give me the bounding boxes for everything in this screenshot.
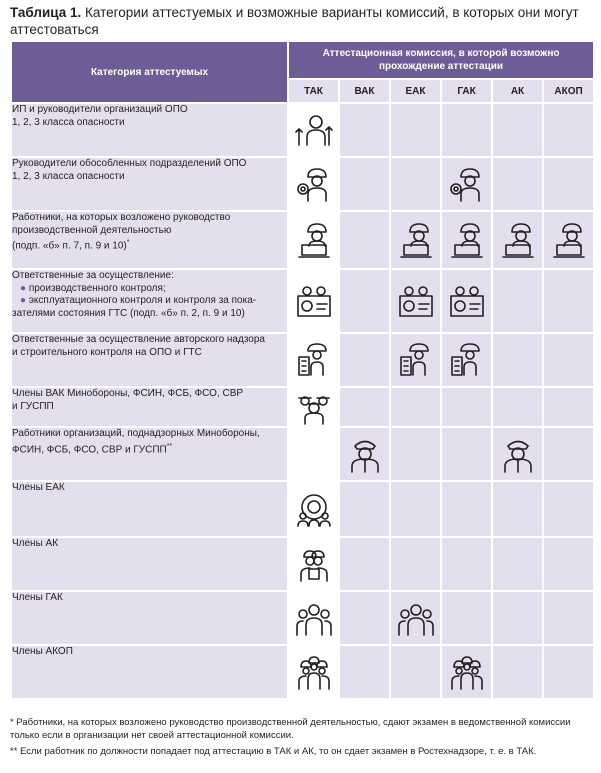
commission-cell-ГАК	[442, 104, 491, 156]
table-row	[12, 428, 593, 480]
table-caption: Категории аттестуемых и возможные варианты комиссий, в которых они могут аттестоваться	[10, 5, 579, 37]
commission-cell-ВАК	[340, 646, 389, 698]
worker-building-icon	[295, 341, 333, 379]
worker-laptop-icon	[295, 221, 333, 259]
table-row	[12, 104, 593, 156]
category-cell	[12, 334, 287, 386]
officer-icon	[499, 435, 537, 473]
commission-cell-ВАК	[340, 212, 389, 268]
category-line: и ГУСПП	[12, 400, 54, 412]
person-growth-icon	[295, 111, 333, 149]
commission-cell-ЕАК	[391, 388, 440, 426]
table-row	[12, 334, 593, 386]
table-row	[12, 212, 593, 268]
workers-team-icon	[295, 653, 333, 691]
column-header-1: ВАК	[340, 80, 389, 102]
category-line: Ответственные за осуществление авторского надзора	[12, 334, 265, 345]
bullet-dot: ●	[20, 282, 29, 294]
category-cell	[12, 428, 287, 480]
commission-cell-ЕАК	[391, 646, 440, 698]
officers-group-icon	[295, 388, 333, 426]
worker-laptop-icon	[448, 221, 486, 259]
category-line: зателями состояния ГТС (подп. «б» п. 2, п. 9 и 10)	[12, 307, 245, 319]
commission-cell-АК	[493, 388, 542, 426]
category-cell	[12, 538, 287, 590]
category-line: 1, 2, 3 класса опасности	[12, 116, 125, 128]
commission-cell-ЕАК	[391, 592, 440, 644]
commission-cell-АКОП	[544, 646, 593, 698]
category-line: 1, 2, 3 класса опасности	[12, 170, 125, 182]
category-line: Члены ВАК Минобороны, ФСИН, ФСБ, ФСО, СВР	[12, 388, 244, 399]
commission-cell-ГАК	[442, 428, 491, 480]
commission-cell-ГАК	[442, 388, 491, 426]
commission-cell-ТАК	[289, 592, 338, 644]
footnote-mark: **	[166, 442, 173, 450]
column-header-4: АК	[493, 80, 542, 102]
header-commission: Аттестационная комиссия, в которой возможно прохождение аттестации	[289, 42, 593, 78]
commission-cell-АКОП	[544, 212, 593, 268]
commission-cell-ВАК	[340, 428, 389, 480]
commission-cell-ТАК	[289, 538, 338, 590]
table-row	[12, 646, 593, 698]
category-cell	[12, 646, 287, 698]
table-number: Таблица 1.	[10, 5, 82, 20]
commission-cell-АК	[493, 428, 542, 480]
category-line: ФСИН, ФСБ, ФСО, СВР и ГУСПП**	[12, 442, 173, 455]
commission-cell-ТАК	[289, 482, 338, 536]
commission-cell-ВАК	[340, 270, 389, 332]
table-row	[12, 538, 593, 590]
table-row	[12, 592, 593, 644]
footnote-1: * Работники, на которых возложено руководство производственной деятельностью, сдают экзамен в ведомственной комиссии только если в организации нет своей аттестационной комиссии.	[10, 717, 571, 741]
commission-cell-ГАК	[442, 270, 491, 332]
commission-cell-АКОП	[544, 334, 593, 386]
worker-laptop-icon	[499, 221, 537, 259]
column-header-3: ГАК	[442, 80, 491, 102]
category-line: ИП и руководители организаций ОПО	[12, 104, 188, 115]
commission-cell-АКОП	[544, 592, 593, 644]
category-cell	[12, 482, 287, 536]
commission-cell-ТАК	[289, 646, 338, 698]
category-line: Члены ГАК	[12, 592, 63, 603]
commission-cell-ВАК	[340, 482, 389, 536]
category-cell	[12, 212, 287, 268]
category-cell	[12, 158, 287, 210]
bullet-dot: ●	[20, 295, 29, 306]
commission-cell-ТАК	[289, 270, 338, 332]
commission-cell-ГАК	[442, 646, 491, 698]
worker-laptop-icon	[550, 221, 588, 259]
commission-cell-ТАК	[289, 158, 338, 210]
worker-building-icon	[397, 341, 435, 379]
table-title	[10, 4, 595, 38]
commission-cell-ЕАК	[391, 334, 440, 386]
workers-blueprint-icon	[397, 282, 435, 320]
officer-icon	[346, 435, 384, 473]
business-team-icon	[397, 599, 435, 637]
column-header-2: ЕАК	[391, 80, 440, 102]
business-team-icon	[295, 599, 333, 637]
commission-cell-АКОП	[544, 388, 593, 426]
commission-cell-ЕАК	[391, 538, 440, 590]
category-cell	[12, 592, 287, 644]
commission-cell-ЕАК	[391, 482, 440, 536]
category-cell	[12, 388, 287, 426]
commission-cell-ГАК	[442, 538, 491, 590]
category-cell	[12, 270, 287, 332]
table-row	[12, 388, 593, 426]
column-header-0: ТАК	[289, 80, 338, 102]
category-bullet: ● эксплуатационного контроля и контроля за пока-	[20, 295, 257, 306]
header-category: Категория аттестуемых	[12, 42, 287, 102]
workers-blueprint-icon	[448, 282, 486, 320]
commission-cell-ЕАК	[391, 212, 440, 268]
commission-cell-АКОП	[544, 538, 593, 590]
commission-cell-ВАК	[340, 104, 389, 156]
category-bullet: ● производственного контроля;	[20, 282, 166, 294]
category-line: Члены АК	[12, 538, 59, 549]
category-line: Члены АКОП	[12, 646, 73, 657]
commission-cell-ЕАК	[391, 428, 440, 480]
commission-cell-АКОП	[544, 482, 593, 536]
commission-cell-ТАК	[289, 388, 338, 426]
commission-cell-АКОП	[544, 270, 593, 332]
commission-cell-АК	[493, 334, 542, 386]
commission-cell-ЕАК	[391, 158, 440, 210]
worker-gear-icon	[295, 165, 333, 203]
commission-cell-АК	[493, 212, 542, 268]
commission-cell-АК	[493, 270, 542, 332]
category-line: Члены ЕАК	[12, 482, 65, 493]
category-line: Руководители обособленных подразделений ОПО	[12, 158, 247, 169]
category-cell	[12, 104, 287, 156]
category-line: Ответственные за осуществление:	[12, 270, 174, 281]
worker-gear-icon	[448, 165, 486, 203]
commission-cell-ГАК	[442, 592, 491, 644]
commission-cell-ТАК	[289, 428, 338, 480]
team-gear-icon	[295, 490, 333, 528]
category-line: Работники, на которых возложено руководство	[12, 212, 231, 223]
worker-building-icon	[448, 341, 486, 379]
commission-cell-АКОП	[544, 428, 593, 480]
commission-cell-ГАК	[442, 334, 491, 386]
commission-cell-АК	[493, 158, 542, 210]
commission-cell-ГАК	[442, 482, 491, 536]
category-line: Работники организаций, поднадзорных Минобороны,	[12, 428, 260, 439]
commission-cell-АК	[493, 538, 542, 590]
workers-team-icon	[448, 653, 486, 691]
footnote-mark: *	[126, 239, 130, 246]
commission-cell-ВАК	[340, 592, 389, 644]
commission-cell-ВАК	[340, 158, 389, 210]
workers-hardhat-icon	[295, 545, 333, 583]
commission-cell-ЕАК	[391, 270, 440, 332]
commission-cell-ГАК	[442, 158, 491, 210]
commission-cell-ГАК	[442, 212, 491, 268]
workers-blueprint-icon	[295, 282, 333, 320]
commission-cell-АК	[493, 646, 542, 698]
category-line: (подп. «б» п. 7, п. 9 и 10)*	[12, 239, 130, 252]
commission-cell-АКОП	[544, 158, 593, 210]
commission-cell-АК	[493, 104, 542, 156]
commission-cell-АК	[493, 592, 542, 644]
commission-cell-ТАК	[289, 334, 338, 386]
commission-cell-ЕАК	[391, 104, 440, 156]
commission-cell-ТАК	[289, 104, 338, 156]
footnote-2: ** Если работник по должности попадает под аттестацию в ТАК и АК, то он сдает экзамен в Ростехнадзоре, т. е. в ТАК.	[10, 746, 537, 757]
commission-cell-ВАК	[340, 334, 389, 386]
commission-cell-АКОП	[544, 104, 593, 156]
column-header-5: АКОП	[544, 80, 593, 102]
commission-cell-ВАК	[340, 388, 389, 426]
attestation-table	[10, 40, 595, 700]
category-line: производственной деятельностью	[12, 224, 172, 236]
category-line: и строительного контроля на ОПО и ГТС	[12, 346, 202, 358]
table-row	[12, 270, 593, 332]
table-row	[12, 482, 593, 536]
worker-laptop-icon	[397, 221, 435, 259]
commission-cell-АК	[493, 482, 542, 536]
commission-cell-ВАК	[340, 538, 389, 590]
table-row	[12, 158, 593, 210]
commission-cell-ТАК	[289, 212, 338, 268]
